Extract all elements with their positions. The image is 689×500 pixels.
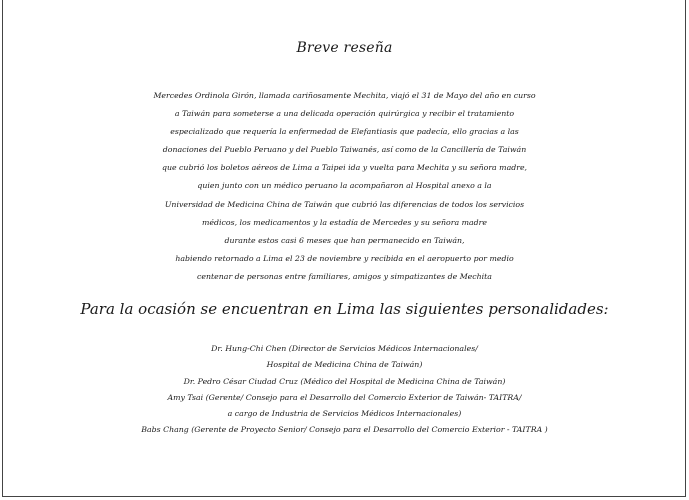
paragraph-line: donaciones del Pueblo Peruano y del Pueblo Taiwanés, así como de la Cancillería de Taiwán (162, 145, 527, 155)
person-line: Babs Chang (Gerente de Proyecto Senior/ Consejo para el Desarrollo del Comercio Exterior - TAITRA ) (141, 425, 548, 435)
paragraph-line: Universidad de Medicina China de Taiwán que cubrió las diferencias de todos los servicios (164, 199, 525, 209)
paragraph-line: centenar de personas entre familiares, amigos y simpatizantes de Mechita (197, 271, 492, 281)
person-line: Dr. Hung-Chi Chen (Director de Servicios Médicos Internacionales/ (211, 344, 478, 353)
personalities-list (0, 341, 689, 439)
person-line: Hospital de Medicina China de Taiwán) (266, 360, 423, 370)
paragraph-line: médicos, los medicamentos y la estadía de Mercedes y su señora madre (202, 217, 487, 227)
paragraph-line: quien junto con un médico peruano la acompañaron al Hospital anexo a la (197, 181, 492, 191)
person-line: Dr. Pedro César Ciudad Cruz (Médico del Hospital de Medicina China de Taiwán) (183, 376, 506, 386)
paragraph-line: a Taiwán para someterse a una delicada operación quirúrgica y recibir el tratamiento (174, 109, 515, 119)
page-heading: Breve reseña (296, 40, 393, 56)
paragraph-line: habiendo retornado a Lima el 23 de noviembre y recibida en el aeropuerto por medio (175, 253, 514, 263)
personalities-heading: Para la ocasión se encuentran en Lima las siguientes personalidades: (80, 300, 609, 318)
paragraph-line: especializado que requería la enfermedad de Elefantiasis que padecía, ello gracias a las (170, 127, 519, 137)
paragraph-line: Mercedes Ordinola Girón, llamada cariñosamente Mechita, viajó el 31 de Mayo del año en curso (153, 91, 536, 100)
person-line: a cargo de Industria de Servicios Médicos Internacionales) (227, 409, 462, 419)
summary-paragraph (0, 87, 689, 286)
person-line: Amy Tsai (Gerente/ Consejo para el Desarrollo del Comercio Exterior de Taiwán- TAITRA/ (167, 392, 522, 402)
paragraph-line: durante estos casi 6 meses que han permanecido en Taiwán, (224, 235, 465, 245)
paragraph-line: que cubrió los boletos aéreos de Lima a Taipei ida y vuelta para Mechita y su señora madre, (161, 163, 528, 173)
